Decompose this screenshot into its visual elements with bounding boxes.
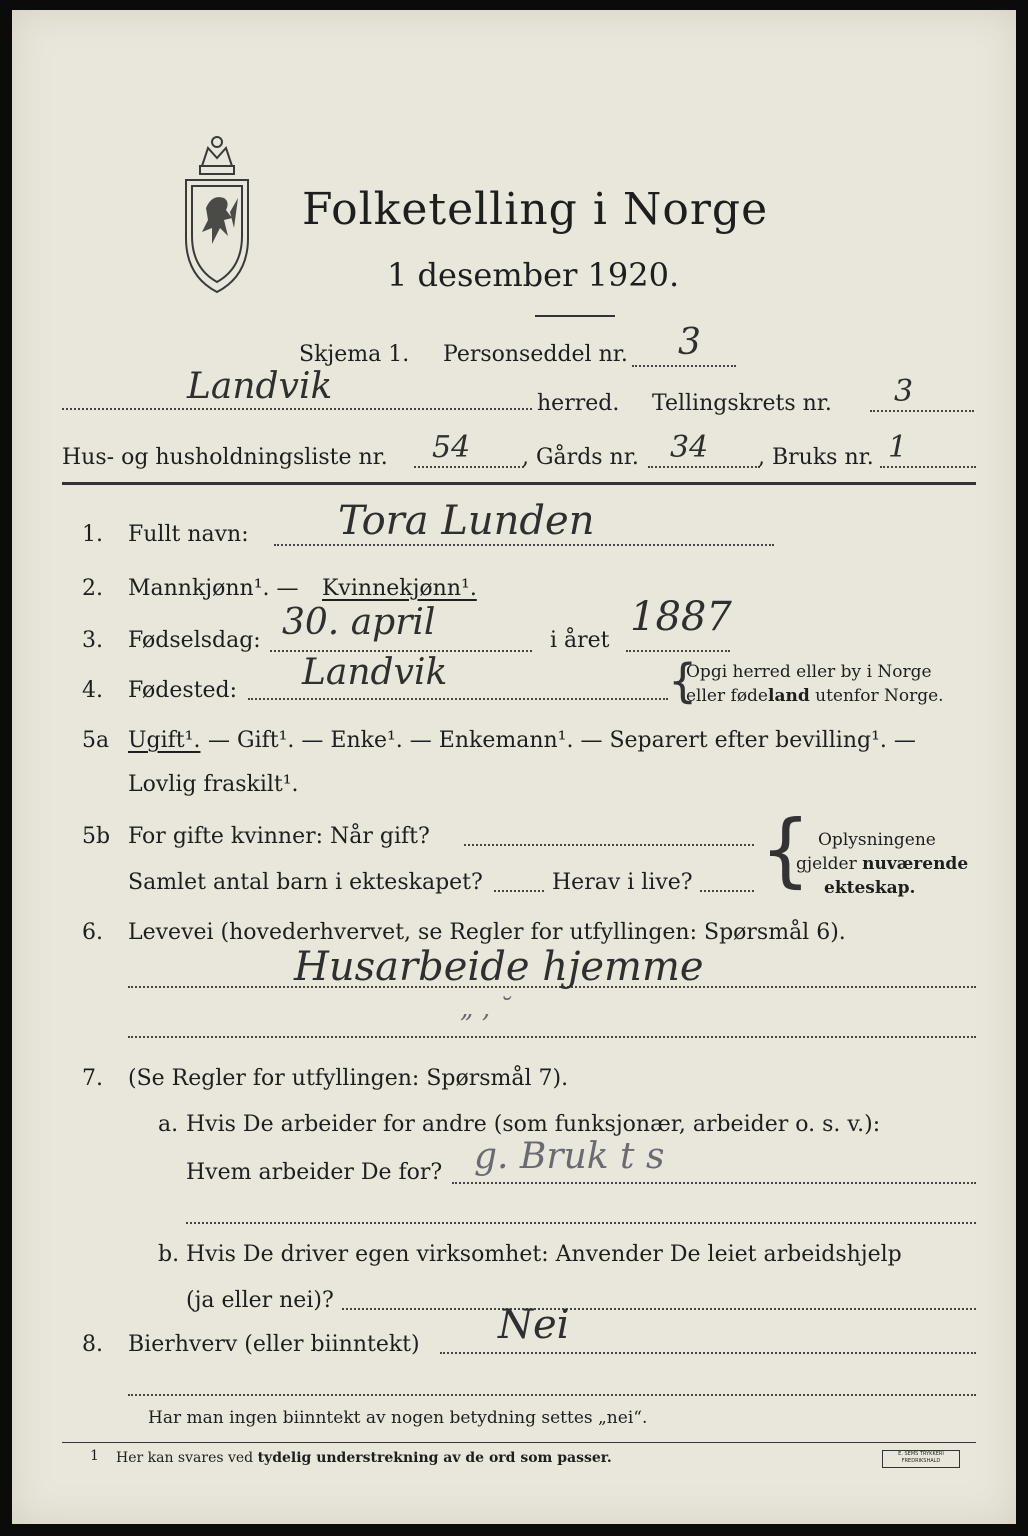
- q7a-letter: a.: [158, 1112, 179, 1137]
- q6-occupation: Husarbeide hjemme: [294, 944, 704, 990]
- q5b-note-line3: ekteskap.: [824, 878, 916, 898]
- q5a-number: 5a: [82, 728, 110, 753]
- footer-note: Har man ingen biinntekt av nogen betydning settes „nei“.: [148, 1408, 648, 1428]
- tellingskrets-label: Tellingskrets nr.: [652, 391, 832, 416]
- q8-line: [440, 1352, 976, 1354]
- q5b-children-line: [494, 890, 544, 892]
- personseddel-label: Personseddel nr.: [443, 342, 628, 367]
- q5a-options: — Gift¹. — Enke¹. — Enkemann¹. — Separert efter bevilling¹. —: [208, 728, 916, 753]
- q5b-alive-label: Herav i live?: [552, 870, 693, 895]
- q7a-line2: Hvem arbeider De for?: [186, 1160, 443, 1185]
- q3-birth-year: 1887: [630, 594, 732, 640]
- personseddel-value: 3: [678, 322, 701, 363]
- q4-note-line2: eller fødeland utenfor Norge.: [686, 686, 944, 706]
- q8-side-income: Nei: [498, 1302, 570, 1348]
- q8-number: 8.: [82, 1332, 103, 1357]
- q4-birthplace: Landvik: [302, 652, 448, 693]
- herred-line: [62, 408, 532, 410]
- q6-number: 6.: [82, 920, 103, 945]
- hus-value: 54: [432, 430, 471, 465]
- q8-extra-line: [128, 1394, 976, 1396]
- q4-number: 4.: [82, 678, 103, 703]
- q2-number: 2.: [82, 576, 103, 601]
- q5b-children-label: Samlet antal barn i ekteskapet?: [128, 870, 483, 895]
- q5b-note-line1: Oplysningene: [818, 830, 936, 850]
- q5b-alive-line: [700, 890, 754, 892]
- q4-note-brace: {: [668, 654, 698, 708]
- q6-line2: [128, 1036, 976, 1038]
- q6-label: Levevei (hovederhvervet, se Regler for utfyllingen: Spørsmål 6).: [128, 920, 846, 945]
- bruks-value: 1: [888, 430, 908, 465]
- gaards-label: , Gårds nr.: [522, 445, 639, 470]
- printer-stamp: E. SEMS TRYKKERI FREDRIKSHALD: [882, 1450, 960, 1468]
- coat-of-arms-icon: [172, 128, 262, 298]
- title-divider: [535, 315, 615, 317]
- q1-number: 1.: [82, 522, 103, 547]
- q1-line: [274, 544, 774, 546]
- q1-label: Fullt navn:: [128, 522, 249, 547]
- q5b-line1: For gifte kvinner: Når gift?: [128, 824, 430, 849]
- q6-stray-marks: „ ‚ ˘: [460, 994, 512, 1024]
- q4-note-line1: Opgi herred eller by i Norge: [686, 662, 932, 682]
- q7b-line2: (ja eller nei)?: [186, 1288, 334, 1313]
- herred-value: Landvik: [187, 366, 333, 407]
- footnote-number: 1: [90, 1448, 99, 1464]
- footnote-text: Her kan svares ved tydelig understrekning av de ord som passer.: [116, 1450, 612, 1466]
- q5a-line2: Lovlig fraskilt¹.: [128, 772, 299, 797]
- form-title: Folketelling i Norge: [302, 184, 769, 235]
- q5a-ugift-underlined: Ugift¹.: [128, 728, 201, 753]
- q4-line: [248, 698, 668, 700]
- tellingskrets-line: [870, 410, 974, 412]
- q7a-employer: g. Bruk t s: [474, 1136, 665, 1177]
- q5b-number: 5b: [82, 824, 111, 849]
- q7-label: (Se Regler for utfyllingen: Spørsmål 7).: [128, 1066, 569, 1091]
- q5b-note-brace: {: [760, 803, 811, 896]
- q7a-extra-line: [186, 1222, 976, 1224]
- q3-birth-day: 30. april: [282, 602, 436, 643]
- q5b-married-line: [464, 844, 754, 846]
- q7-number: 7.: [82, 1066, 103, 1091]
- q7b-letter: b.: [158, 1242, 180, 1267]
- schema-label: Skjema 1.: [299, 342, 410, 367]
- q7a-line1: Hvis De arbeider for andre (som funksjonær, arbeider o. s. v.):: [186, 1112, 881, 1137]
- bruks-line: [880, 466, 976, 468]
- q7b-answer-line: [342, 1308, 976, 1310]
- hus-line: [414, 466, 524, 468]
- gaards-value: 34: [670, 430, 709, 465]
- tellingskrets-value: 3: [894, 374, 914, 409]
- q2-male: Mannkjønn¹. —: [128, 576, 299, 601]
- hus-label: Hus- og husholdningsliste nr.: [62, 445, 388, 470]
- q1-full-name: Tora Lunden: [338, 498, 595, 544]
- q2-female-underlined: Kvinnekjønn¹.: [322, 576, 477, 601]
- q3-label: Fødselsdag:: [128, 628, 261, 653]
- q3-year-label: i året: [550, 628, 610, 653]
- census-form-sheet: [12, 10, 1016, 1524]
- footer-rule: [62, 1442, 976, 1443]
- q4-label: Fødested:: [128, 678, 238, 703]
- personseddel-line: [632, 365, 736, 367]
- gaards-line: [648, 466, 760, 468]
- q7a-employer-line: [452, 1182, 976, 1184]
- bruks-label: , Bruks nr.: [758, 445, 874, 470]
- header-rule: [62, 482, 976, 485]
- q8-label: Bierhverv (eller biinntekt): [128, 1332, 420, 1357]
- census-date: 1 desember 1920.: [387, 256, 680, 294]
- q7b-line1: Hvis De driver egen virksomhet: Anvender De leiet arbeidshjelp: [186, 1242, 902, 1267]
- q3-number: 3.: [82, 628, 103, 653]
- herred-label: herred.: [537, 391, 620, 416]
- q3-year-line: [626, 650, 730, 652]
- q5b-note-line2: gjelder nuværende: [796, 854, 969, 874]
